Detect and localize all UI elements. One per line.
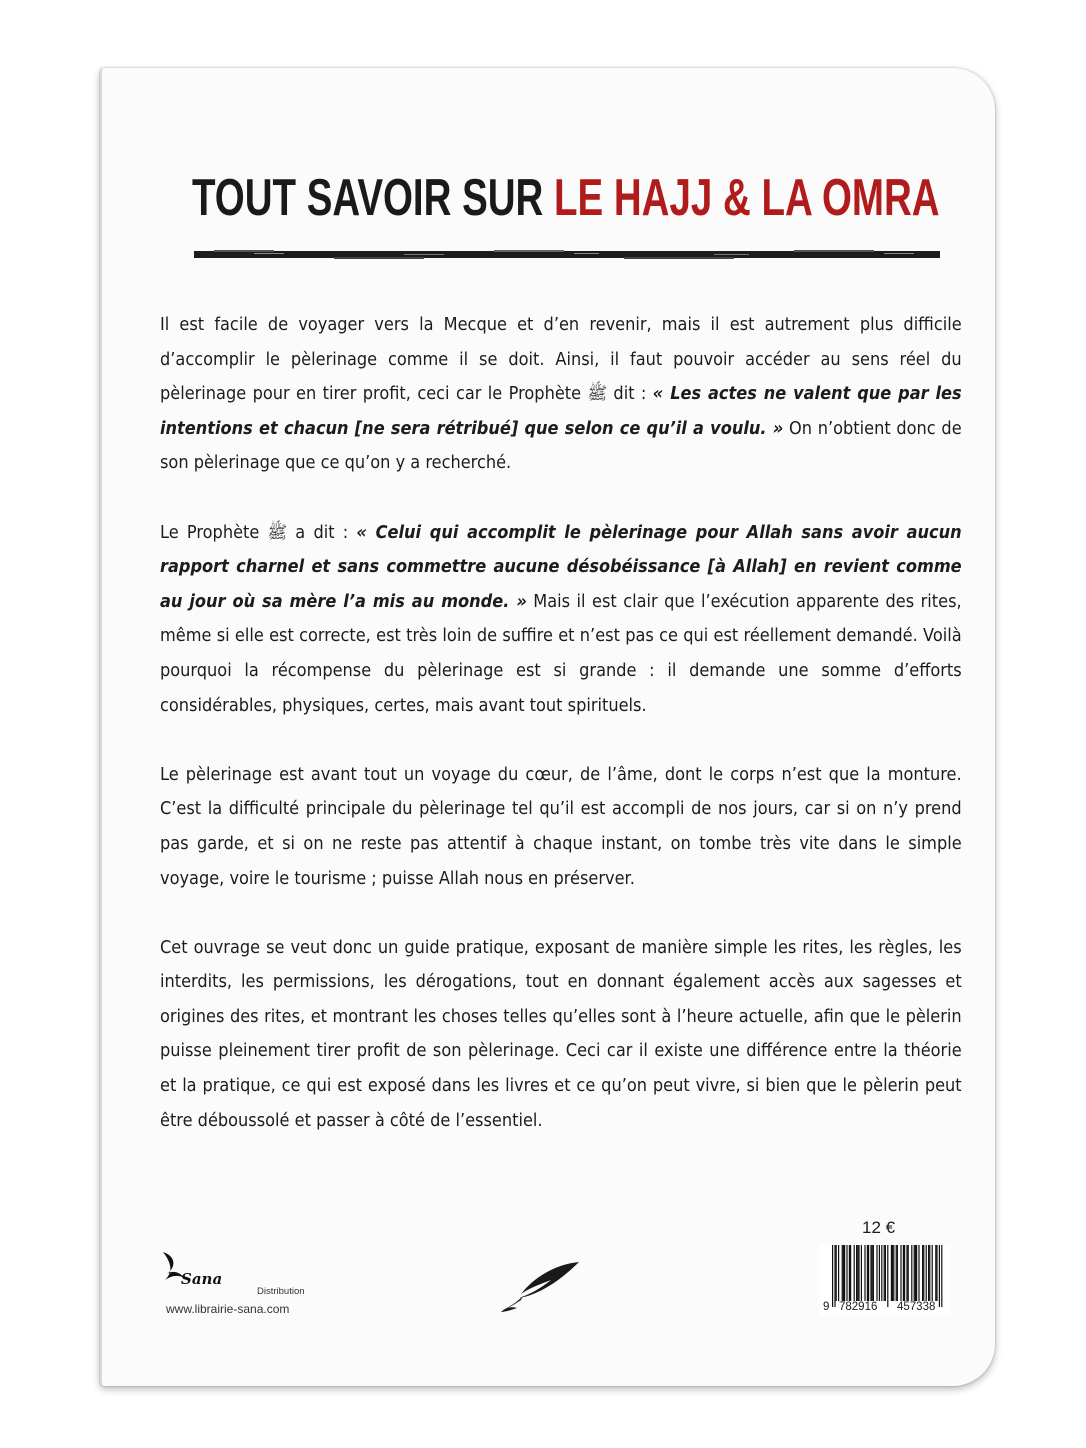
paragraph-2-quote: « Celui qui accomplit le pèlerinage pour Allah sans avoir aucun rapport charnel et sans commettre aucune désobéissance [à Allah] en revient comme au jour où sa mère l’a mis au monde. »	[160, 522, 962, 612]
barcode	[820, 1245, 950, 1315]
paragraph-4-text: Cet ouvrage se veut donc un guide pratique, exposant de manière simple les rites, les règles, les interdits, les permissions, les dérogations, tout en donnant également accès aux sagesses et origines des rites, et montrant les choses telles qu’elles sont à l’heure actuelle, afin que le pèlerin puisse pleinement tirer profit de son pèlerinage. Ceci car il existe une différence entre la théorie et la pratique, ce qui est exposé dans les livres et ce qu’on peut vivre, si bien que le pèlerin peut être déboussolé et passer à côté de l’essentiel.	[160, 937, 962, 1131]
publisher-logo	[157, 1248, 327, 1318]
publisher-distribution: Distribution	[257, 1286, 305, 1297]
title-part-red: LE HAJJ & LA OMRA	[554, 169, 940, 227]
paragraph-2	[160, 516, 962, 724]
barcode-digit-group1: 782916	[839, 1301, 878, 1313]
paragraph-1-quote: « Les actes ne valent que par les intentions et chacun [ne sera rétribué] que selon ce qu’il a voulu. »	[160, 384, 962, 439]
paragraph-4	[160, 931, 962, 1139]
paragraph-3	[160, 758, 962, 896]
paragraph-1-text-end: On n’obtient donc de son pèlerinage que ce qu’on y a recherché.	[160, 418, 962, 474]
cover-title	[192, 168, 940, 228]
feather-quill-icon	[495, 1258, 585, 1318]
paragraph-3-text: Le pèlerinage est avant tout un voyage du cœur, de l’âme, dont le corps n’est que la monture. C’est la difficulté principale du pèlerinage tel qu’il est accompli de nos jours, car si on n’y prend pas garde, et si on ne reste pas attentif à chaque instant, on tombe très vite dans le simple voyage, voire le tourisme ; puisse Allah nous en préserver.	[160, 764, 962, 889]
paragraph-2-text-end: Mais il est clair que l’exécution apparente des rites, même si elle est correcte, est très loin de suffire et n’est pas ce qui est réellement demandé. Voilà pourquoi la récompense du pèlerinage est si grande : il demande une somme d’efforts considérables, physiques, certes, mais avant tout spirituels.	[160, 591, 962, 716]
publisher-url: www.librairie-sana.com	[166, 1302, 290, 1316]
barcode-digit-first: 9	[823, 1301, 830, 1313]
back-cover-text	[160, 308, 962, 1173]
publisher-name: Sana	[181, 1270, 223, 1288]
paragraph-1	[160, 308, 962, 481]
title-part-dark: TOUT SAVOIR SUR	[192, 169, 555, 227]
paragraph-1-text: Il est facile de voyager vers la Mecque et d’en revenir, mais il est autrement plus difficile d’accomplir le pèlerinage comme il se doit. Ainsi, il faut pouvoir accéder au sens réel du pèlerinage pour en tirer profit, ceci car le Prophète ﷺ dit :	[160, 315, 962, 405]
paragraph-2-text: Le Prophète ﷺ a dit :	[160, 522, 357, 543]
barcode-bars	[820, 1245, 950, 1309]
book-back-cover	[100, 68, 995, 1386]
price-label: 12 €	[862, 1218, 896, 1237]
title-underline-bar	[194, 248, 940, 260]
barcode-digit-group2: 457338	[897, 1301, 936, 1313]
